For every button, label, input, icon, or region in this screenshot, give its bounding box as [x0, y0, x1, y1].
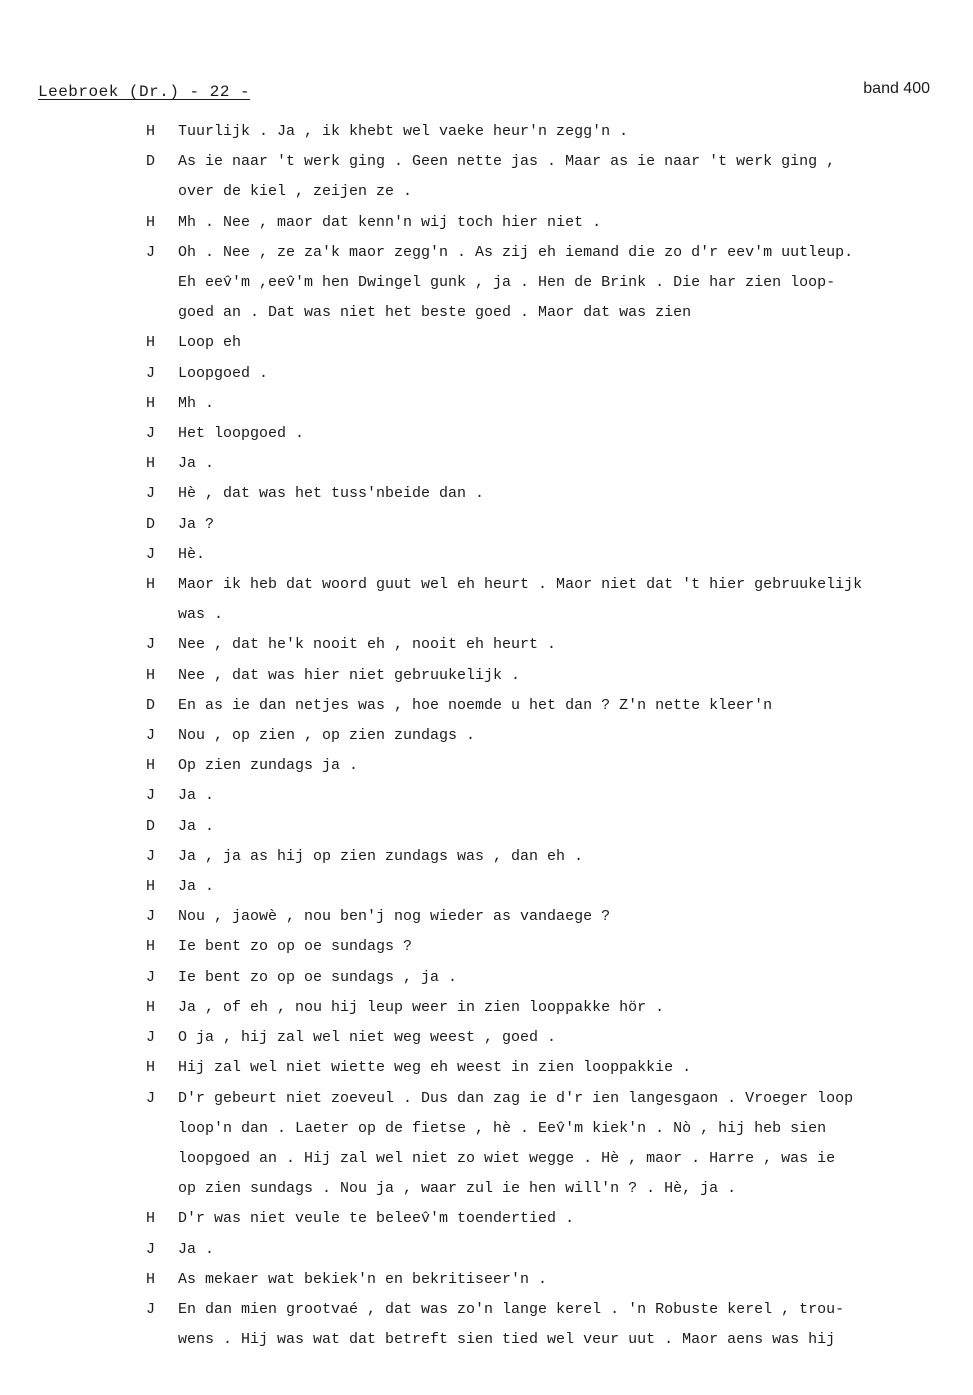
speaker-label: J [146, 425, 156, 443]
transcript-turn [0, 781, 973, 811]
utterance-text [178, 932, 966, 962]
utterance-text [178, 902, 966, 932]
transcript-turn [0, 117, 973, 147]
speaker-label: H [146, 1059, 156, 1077]
transcript-turn [0, 932, 973, 962]
utterance-text [178, 963, 966, 993]
transcript-turn [0, 147, 973, 207]
utterance-text [178, 630, 966, 660]
speaker-label: J [146, 787, 156, 805]
utterance-text [178, 1265, 966, 1295]
speaker-label: H [146, 1270, 156, 1288]
utterance-text [178, 1023, 966, 1053]
utterance-text [178, 691, 966, 721]
speaker-label: H [146, 123, 156, 140]
utterance-line: Nou , jaowè , nou ben'j nog wieder as vandaege ? [178, 908, 611, 926]
utterance-line: As mekaer wat bekiek'n en bekritiseer'n . [178, 1270, 548, 1288]
utterance-line: Loopgoed . [178, 364, 269, 382]
utterance-line: En dan mien grootvaé , dat was zo'n lange kerel . 'n Robuste kerel , trou- [178, 1300, 845, 1318]
utterance-text [178, 1204, 966, 1234]
utterance-line: Mh . Nee , maor dat kenn'n wij toch hier niet . [178, 213, 602, 231]
utterance-line: Ja . [178, 817, 215, 835]
transcript-turn [0, 359, 973, 389]
transcript-turn [0, 570, 973, 630]
speaker-label: D [146, 696, 156, 714]
utterance-text [178, 781, 966, 811]
transcript-turn [0, 630, 973, 660]
transcript-turn [0, 963, 973, 993]
utterance-text [178, 208, 966, 238]
utterance-line: over de kiel , zeijen ze . [178, 183, 413, 201]
utterance-line: goed an . Dat was niet het beste goed . Maor dat was zien [178, 304, 692, 322]
utterance-text [178, 1295, 966, 1355]
utterance-text [178, 510, 966, 540]
utterance-line: Mh . [178, 394, 215, 412]
transcript-turn [0, 1204, 973, 1234]
speaker-label: H [146, 1210, 156, 1228]
band-number: band 400 [863, 80, 930, 97]
utterance-line: Ja , ja as hij op zien zundags was , dan eh . [178, 847, 584, 865]
utterance-line: Het loopgoed . [178, 425, 305, 443]
transcript-turn [0, 691, 973, 721]
utterance-text [178, 570, 966, 630]
utterance-text [178, 812, 966, 842]
utterance-line: Oh . Nee , ze za'k maor zegg'n . As zij eh iemand die zo d'r eev'm uutleup. [178, 243, 854, 261]
utterance-text [178, 1235, 966, 1265]
utterance-line: Ja . [178, 455, 215, 473]
transcript-turn [0, 208, 973, 238]
transcript-turn [0, 540, 973, 570]
transcript-turn [0, 449, 973, 479]
utterance-text [178, 449, 966, 479]
utterance-text [178, 1084, 966, 1205]
speaker-label: D [146, 153, 156, 171]
transcript-turn [0, 902, 973, 932]
transcript-turn [0, 328, 973, 358]
transcript-turn [0, 389, 973, 419]
utterance-line: Ja . [178, 787, 215, 805]
utterance-line: O ja , hij zal wel niet weg weest , goed . [178, 1029, 557, 1047]
speaker-label: H [146, 334, 156, 352]
speaker-label: J [146, 847, 156, 865]
utterance-text [178, 479, 966, 509]
speaker-label: H [146, 576, 156, 594]
transcript-turn [0, 238, 973, 329]
utterance-line: Maor ik heb dat woord guut wel eh heurt . Maor niet dat 't hier gebruukelijk [178, 576, 863, 594]
utterance-line: Ie bent zo op oe sundags , ja . [178, 968, 458, 986]
transcript-turn [0, 1023, 973, 1053]
speaker-label: J [146, 1089, 156, 1107]
utterance-text [178, 540, 966, 570]
speaker-label: H [146, 666, 156, 684]
speaker-label: J [146, 364, 156, 382]
transcript-turn [0, 842, 973, 872]
speaker-label: J [146, 485, 156, 503]
speaker-label: H [146, 998, 156, 1016]
utterance-line: Nou , op zien , op zien zundags . [178, 727, 476, 745]
utterance-text [178, 419, 966, 449]
transcript-turn [0, 751, 973, 781]
transcript-turn [0, 479, 973, 509]
utterance-text [178, 1053, 966, 1083]
utterance-line: Ie bent zo op oe sundags ? [178, 938, 413, 956]
utterance-text [178, 872, 966, 902]
utterance-text [178, 389, 966, 419]
transcript [0, 117, 973, 1387]
utterance-line: Eh eev̂'m ,eev̂'m hen Dwingel gunk , ja . Hen de Brink . Die har zien loop- [178, 274, 836, 292]
speaker-label: D [146, 817, 156, 835]
utterance-line: loop'n dan . Laeter op de fietse , hè . Eev̂'m kiek'n . Nò , hij heb sien [178, 1119, 827, 1137]
page-header [38, 80, 938, 106]
utterance-text [178, 842, 966, 872]
speaker-label: H [146, 938, 156, 956]
utterance-text [178, 721, 966, 751]
utterance-text [178, 238, 966, 329]
speaker-label: H [146, 213, 156, 231]
transcript-turn [0, 510, 973, 540]
transcript-turn [0, 993, 973, 1023]
speaker-label: J [146, 545, 156, 563]
utterance-line: Ja . [178, 878, 215, 896]
speaker-label: J [146, 968, 156, 986]
utterance-text [178, 117, 966, 147]
utterance-line: En as ie dan netjes was , hoe noemde u het dan ? Z'n nette kleer'n [178, 696, 773, 714]
utterance-line: Ja . [178, 1240, 215, 1258]
speaker-label: J [146, 636, 156, 654]
speaker-label: J [146, 1029, 156, 1047]
page-title: Leebroek (Dr.) - 22 - [38, 83, 251, 101]
transcript-turn [0, 419, 973, 449]
utterance-line: D'r was niet veule te beleev̂'m toendertied . [178, 1210, 575, 1228]
transcript-turn [0, 812, 973, 842]
transcript-turn [0, 1053, 973, 1083]
utterance-line: Nee , dat was hier niet gebruukelijk . [178, 666, 521, 684]
utterance-line: As ie naar 't werk ging . Geen nette jas . Maar as ie naar 't werk ging , [178, 153, 836, 171]
utterance-line: loopgoed an . Hij zal wel niet zo wiet wegge . Hè , maor . Harre , was ie [178, 1149, 836, 1167]
utterance-text [178, 751, 966, 781]
utterance-line: Ja , of eh , nou hij leup weer in zien looppakke hör . [178, 998, 665, 1016]
utterance-line: Loop eh [178, 334, 242, 352]
utterance-line: Hè. [178, 545, 206, 563]
speaker-label: H [146, 878, 156, 896]
transcript-turn [0, 1265, 973, 1295]
speaker-label: J [146, 1300, 156, 1318]
utterance-text [178, 359, 966, 389]
speaker-label: J [146, 243, 156, 261]
utterance-text [178, 661, 966, 691]
utterance-line: wens . Hij was wat dat betreft sien tied wel veur uut . Maor aens was hij [178, 1331, 836, 1349]
transcript-turn [0, 1235, 973, 1265]
transcript-turn [0, 661, 973, 691]
speaker-label: J [146, 1240, 156, 1258]
utterance-line: Nee , dat he'k nooit eh , nooit eh heurt . [178, 636, 557, 654]
transcript-turn [0, 872, 973, 902]
utterance-line: was . [178, 606, 224, 624]
utterance-text [178, 328, 966, 358]
speaker-label: H [146, 394, 156, 412]
utterance-line: Hij zal wel niet wiette weg eh weest in zien looppakkie . [178, 1059, 692, 1077]
speaker-label: D [146, 515, 156, 533]
utterance-line: Tuurlijk . Ja , ik khebt wel vaeke heur'n zegg'n . [178, 123, 629, 140]
speaker-label: J [146, 908, 156, 926]
utterance-line: Ja ? [178, 515, 215, 533]
utterance-line: op zien sundags . Nou ja , waar zul ie hen will'n ? . Hè, ja . [178, 1180, 737, 1198]
transcript-turn [0, 1084, 973, 1205]
transcript-turn [0, 721, 973, 751]
utterance-line: D'r gebeurt niet zoeveul . Dus dan zag ie d'r ien langesgaon . Vroeger loop [178, 1089, 854, 1107]
speaker-label: H [146, 455, 156, 473]
transcript-turn [0, 1295, 973, 1355]
speaker-label: H [146, 757, 156, 775]
speaker-label: J [146, 727, 156, 745]
utterance-line: Hè , dat was het tuss'nbeide dan . [178, 485, 485, 503]
utterance-text [178, 993, 966, 1023]
utterance-line: Op zien zundags ja . [178, 757, 359, 775]
utterance-text [178, 147, 966, 207]
